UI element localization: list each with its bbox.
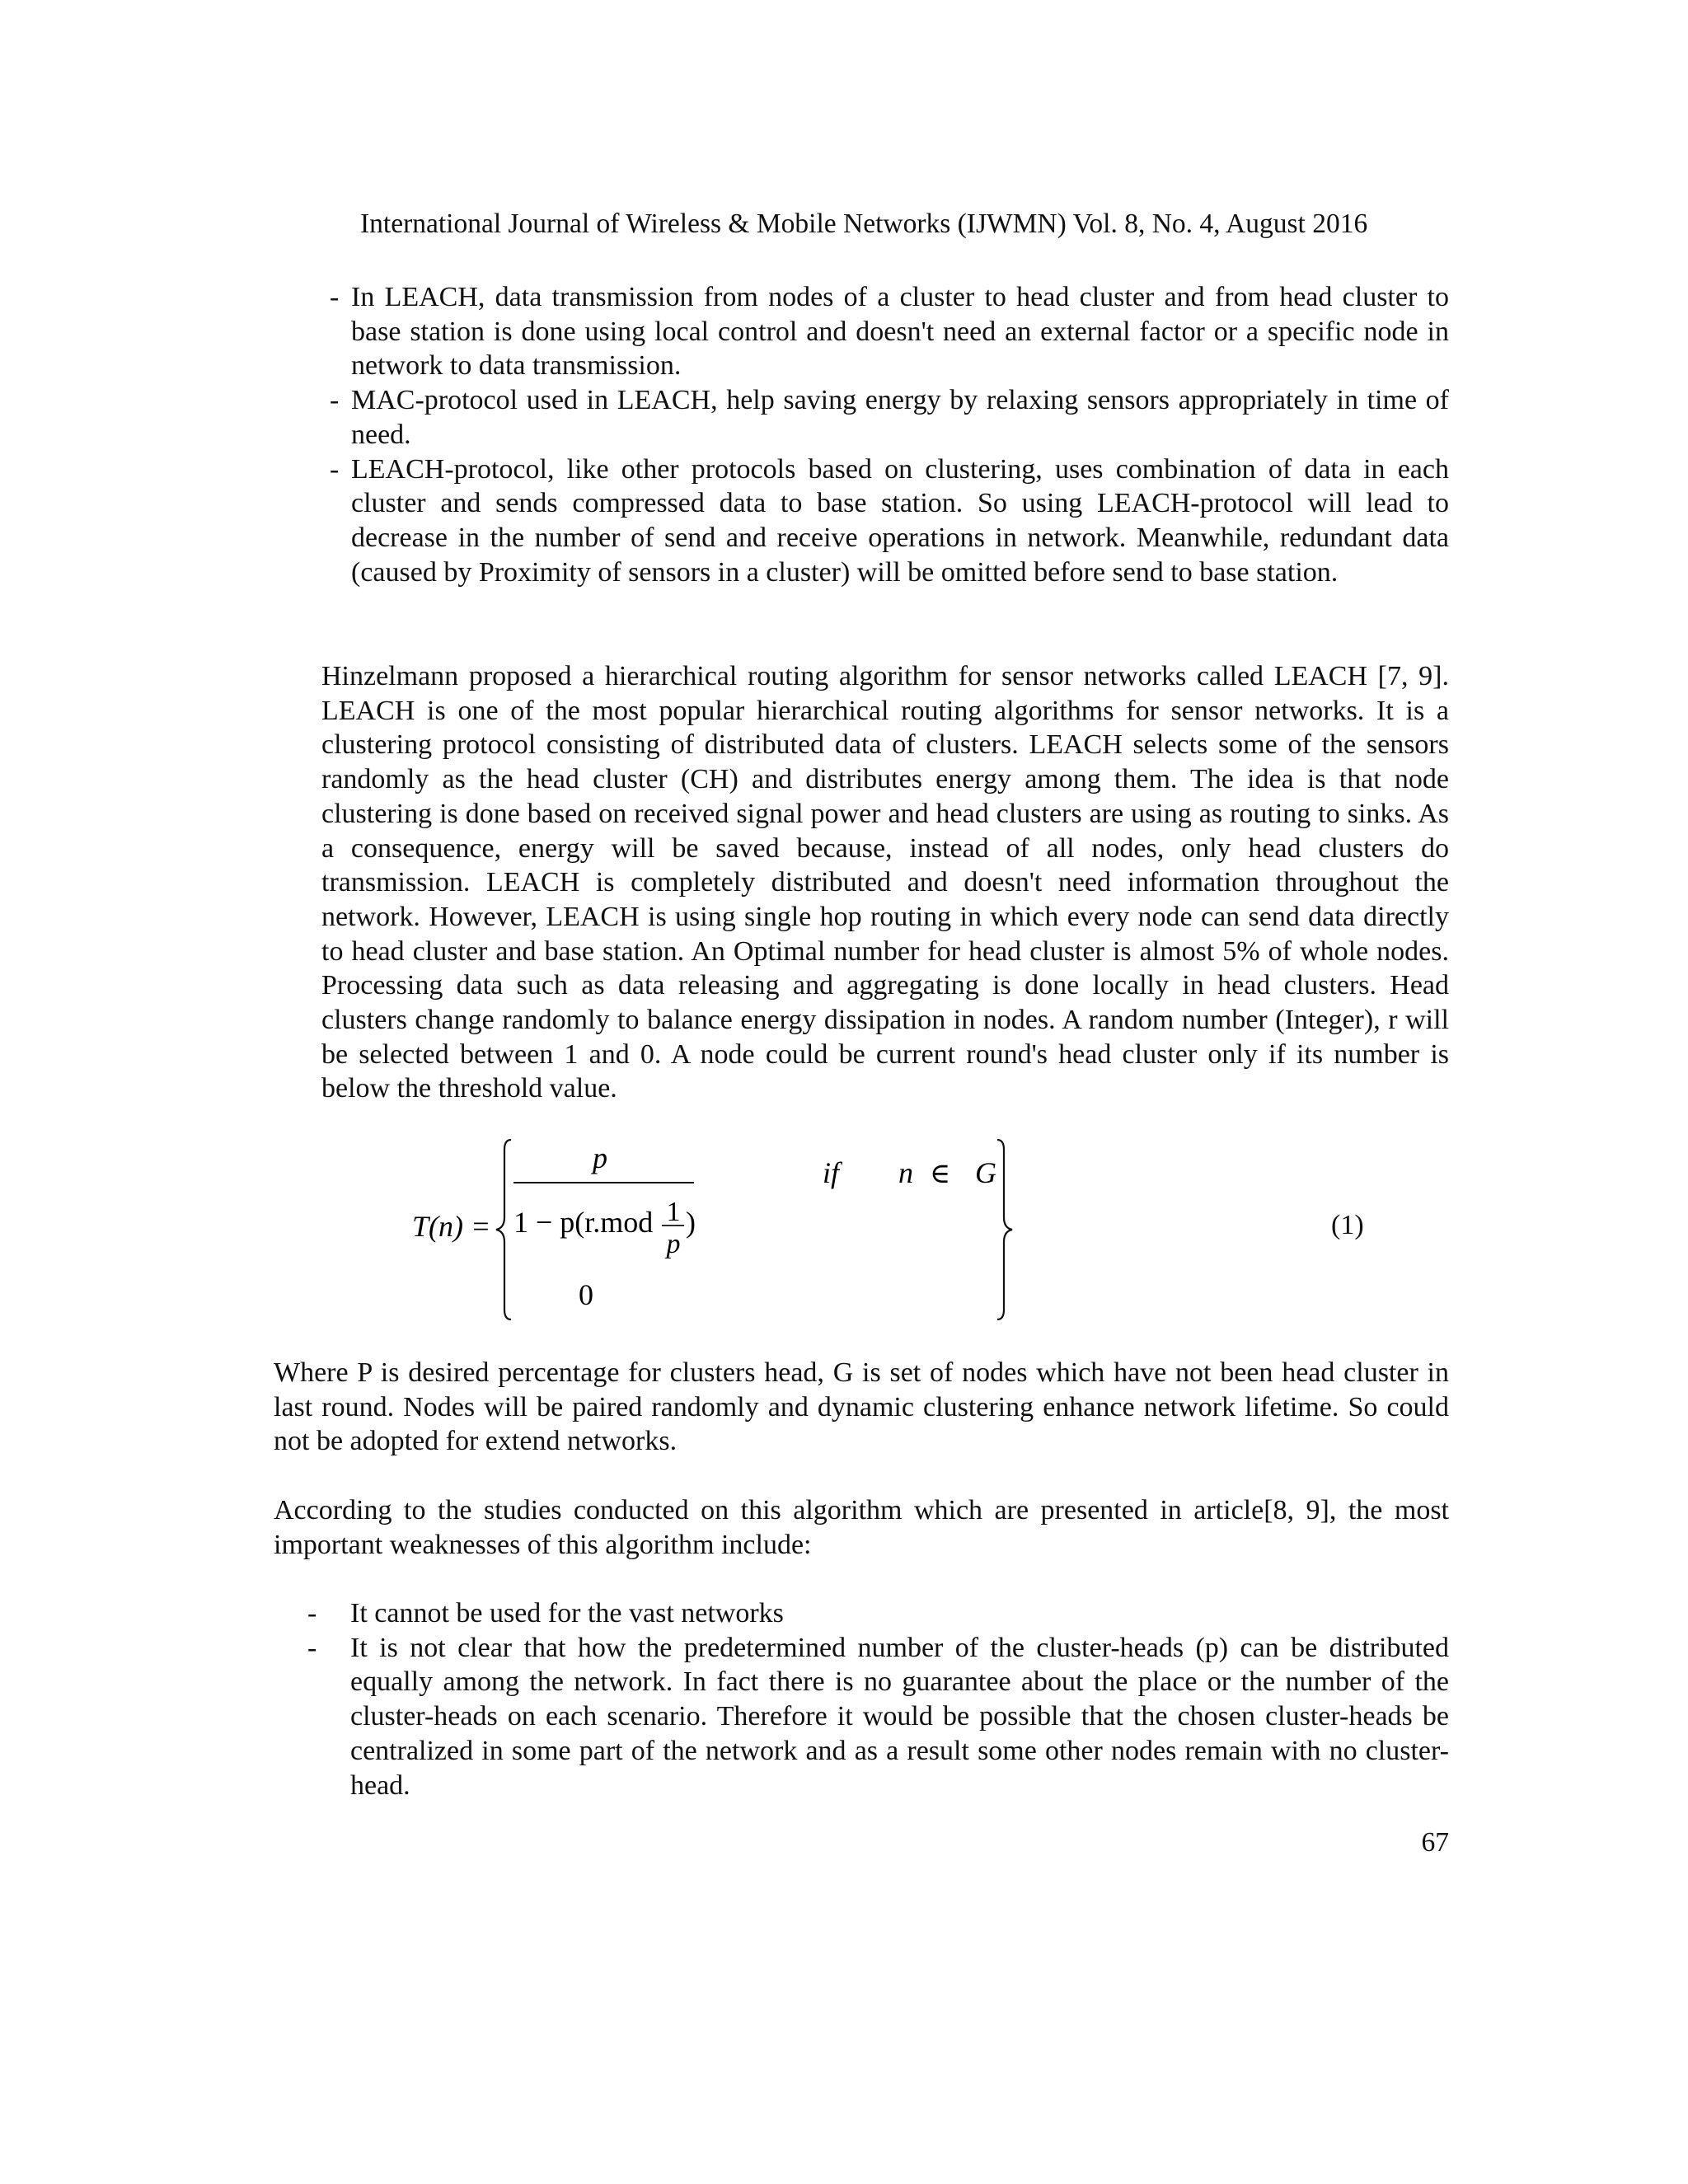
running-header: International Journal of Wireless & Mobile Networks (IJWMN) Vol. 8, No. 4, August 2016 — [360, 209, 1368, 239]
list-item-text: It is not clear that how the predetermined number of the cluster-heads (p) can be distributed equally among the network. In fact there is no guarantee about the place or the number of the cluster-heads on each scenario. Therefore it would be possible that the chosen cluster-heads be centralized in some part of the network and as a result some other nodes remain with no cluster-head. — [350, 1632, 1449, 1801]
condition-G: G — [975, 1156, 996, 1189]
dash-marker: - — [330, 385, 340, 416]
equation-svg — [396, 1133, 1467, 1331]
condition-if: if — [823, 1156, 840, 1189]
equation-lhs: T(n) = — [412, 1210, 491, 1243]
dash-marker: - — [330, 453, 340, 485]
condition-n: n — [898, 1156, 913, 1189]
list-item-text: It cannot be used for the vast networks — [350, 1598, 784, 1629]
list-item — [307, 1631, 1449, 1803]
otherwise-value: 0 — [579, 1278, 593, 1311]
denominator-close-paren: ) — [686, 1206, 696, 1239]
equation-number: (1) — [1331, 1210, 1364, 1240]
equation-threshold — [396, 1133, 1467, 1331]
right-brace — [997, 1140, 1012, 1319]
dash-marker: - — [330, 282, 340, 312]
paragraph-weaknesses-intro: According to the studies conducted on this algorithm which are presented in article[8, 9], the most important weaknesses of this algorithm include: — [274, 1495, 1449, 1560]
list-item-text: In LEACH, data transmission from nodes of a cluster to head cluster and from head cluster to base station is done using local control and doesn't need an external factor or a specific node in network to data transmission. — [351, 282, 1449, 382]
bullet-list-weaknesses — [307, 1596, 1449, 1802]
left-brace — [496, 1140, 511, 1319]
list-item-text: LEACH-protocol, like other protocols based on clustering, uses combination of data in each cluster and sends compressed data to base station. So using LEACH-protocol will lead to decrease in the number of send and receive operations in network. Meanwhile, redundant data (caused by Proximity of sensors in a cluster) will be omitted before send to base station. — [351, 453, 1449, 588]
list-item — [330, 383, 1449, 452]
condition-element-of: ∈ — [930, 1159, 951, 1189]
fraction-denominator: 1 − p(r.mod — [513, 1206, 654, 1239]
fraction-numerator: p — [593, 1141, 607, 1174]
list-item — [330, 280, 1449, 383]
paragraph-leach-overview: Hinzelmann proposed a hierarchical routing algorithm for sensor networks called LEACH [7, 9]. LEACH is one of the most popular hierarchical routing algorithms for sensor networks. It is a clustering protocol consisting of distributed data of clusters. LEACH selects some of the sensors randomly as the head cluster (CH) and distributes energy among them. The idea is that node clustering is done based on received signal power and head clusters are using as routing to sinks. As a consequence, energy will be saved because, instead of all nodes, only head clusters do transmission. LEACH is completely distributed and doesn't need information throughout the network. However, LEACH is using single hop routing in which every node can send data directly to head cluster and base station. An Optimal number for head cluster is almost 5% of whole nodes. Processing data such as data releasing and aggregating is done locally in head clusters. Head clusters change randomly to balance energy dissipation in nodes. A random number (Integer), r will be selected between 1 and 0. A node could be current round's head cluster only if its number is below the threshold value. — [321, 661, 1449, 1104]
bullet-list-leach-features — [330, 280, 1449, 589]
list-item — [330, 452, 1449, 590]
list-item-text: MAC-protocol used in LEACH, help saving energy by relaxing sensors appropriately in time of need. — [351, 385, 1449, 450]
list-item — [307, 1596, 1449, 1631]
inner-fraction-numerator: 1 — [666, 1197, 681, 1227]
paragraph-equation-explanation: Where P is desired percentage for clusters head, G is set of nodes which have not been head cluster in last round. Nodes will be paired randomly and dynamic clustering enhance network lifetime. So could not be adopted for extend networks. — [274, 1357, 1449, 1457]
page-number: 67 — [1421, 1827, 1449, 1858]
dash-marker: - — [307, 1632, 317, 1663]
inner-fraction-denominator: p — [666, 1229, 681, 1259]
dash-marker: - — [307, 1598, 317, 1629]
